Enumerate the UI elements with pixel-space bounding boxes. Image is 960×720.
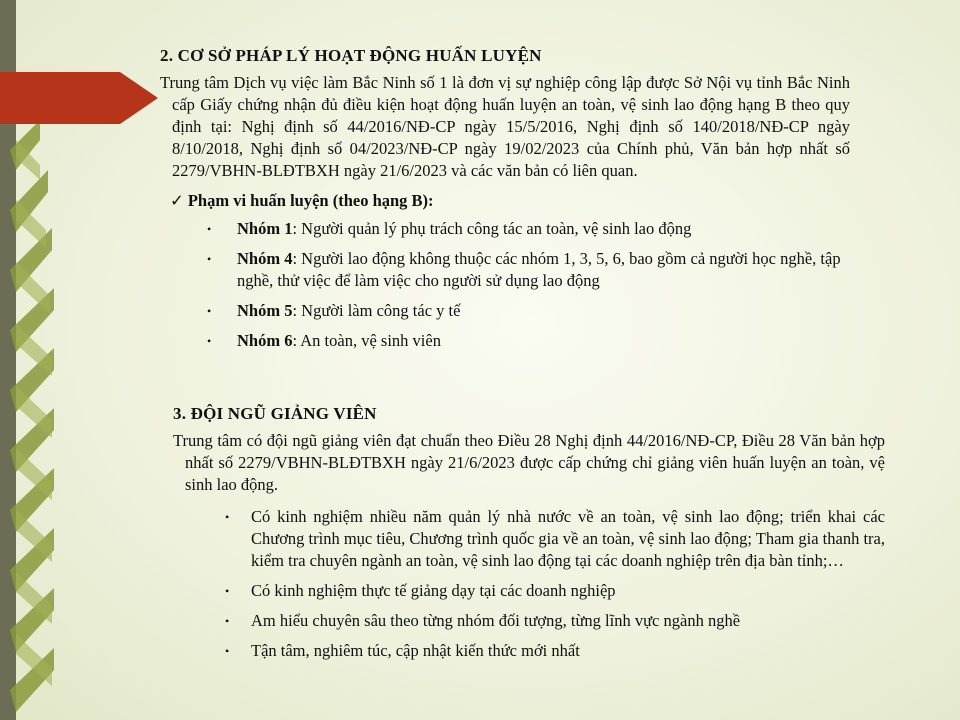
item-text: Có kinh nghiệm thực tế giảng dạy tại các doanh nghiệp	[251, 581, 616, 600]
list-item	[160, 330, 850, 352]
item-text: Tận tâm, nghiêm túc, cập nhật kiến thức mới nhất	[251, 641, 580, 660]
decorative-arrow-graphic	[0, 0, 160, 720]
section2-paragraph: Trung tâm Dịch vụ việc làm Bắc Ninh số 1 là đơn vị sự nghiệp công lập được Sở Nội vụ tỉnh Bắc Ninh cấp Giấy chứng nhận đủ điều kiện hoạt động huấn luyện an toàn, vệ sinh lao động hạng B theo quy định tại: Nghị định số 44/2016/NĐ-CP ngày 15/5/2016, Nghị định số 140/2018/NĐ-CP ngày 8/10/2018, Nghị định số 04/2023/NĐ-CP ngày 19/02/2023 của Chính phủ, Văn bản hợp nhất số 2279/VBHN-BLĐTBXH ngày 21/6/2023 và các văn bản có liên quan.	[160, 73, 850, 180]
bullet-icon: •	[225, 510, 230, 524]
item-text: Có kinh nghiệm nhiều năm quản lý nhà nước về an toàn, vệ sinh lao động; triển khai các Chương trình mục tiêu, Chương trình quốc gia về an toàn, vệ sinh lao động; Tham gia thanh tra, kiểm tra chuyên ngành an toàn, vệ sinh lao động tại các doanh nghiệp trên địa bàn tỉnh;…	[251, 507, 885, 570]
bullet-icon: •	[207, 252, 212, 266]
section2-heading: 2. CƠ SỞ PHÁP LÝ HOẠT ĐỘNG HUẤN LUYỆN	[160, 46, 542, 65]
bullet-icon: •	[225, 584, 230, 598]
bullet-icon: •	[207, 304, 212, 318]
scope-heading-text: Phạm vi huấn luyện (theo hạng B):	[187, 191, 434, 210]
group-text: : Người lao động không thuộc các nhóm 1, 3, 5, 6, bao gồm cả người học nghề, tập nghề, thử việc để làm việc cho người sử dụng lao động	[237, 249, 841, 290]
list-item	[173, 580, 885, 602]
training-groups-list	[160, 218, 850, 352]
section3-heading: 3. ĐỘI NGŨ GIẢNG VIÊN	[173, 404, 377, 423]
group-name: Nhóm 6	[237, 331, 293, 350]
list-item	[160, 248, 850, 292]
instructor-qualities-list	[173, 506, 885, 662]
red-arrow-shape	[0, 72, 158, 124]
bullet-icon: •	[225, 644, 230, 658]
bullet-icon: •	[225, 614, 230, 628]
scope-heading	[170, 190, 850, 212]
check-icon: ✓	[170, 191, 184, 210]
group-name: Nhóm 1	[237, 219, 293, 238]
group-text: : Người làm công tác y tế	[292, 301, 461, 320]
section3-paragraph: Trung tâm có đội ngũ giảng viên đạt chuẩn theo Điều 28 Nghị định 44/2016/NĐ-CP, Điều 28 Văn bản hợp nhất số 2279/VBHN-BLĐTBXH ngày 21/6/2023 được cấp chứng chỉ giảng viên huấn luyện an toàn, vệ sinh lao động.	[173, 431, 885, 494]
bullet-icon: •	[207, 222, 212, 236]
group-text: : An toàn, vệ sinh viên	[292, 331, 441, 350]
group-text: : Người quản lý phụ trách công tác an toàn, vệ sinh lao động	[292, 219, 692, 238]
item-text: Am hiểu chuyên sâu theo từng nhóm đối tượng, từng lĩnh vực ngành nghề	[251, 611, 741, 630]
list-item	[160, 218, 850, 240]
list-item	[173, 640, 885, 662]
group-name: Nhóm 4	[237, 249, 293, 268]
bullet-icon: •	[207, 334, 212, 348]
list-item	[173, 610, 885, 632]
list-item	[160, 300, 850, 322]
list-item	[173, 506, 885, 572]
group-name: Nhóm 5	[237, 301, 293, 320]
section-legal-basis	[160, 46, 850, 360]
section-instructors	[173, 404, 885, 670]
